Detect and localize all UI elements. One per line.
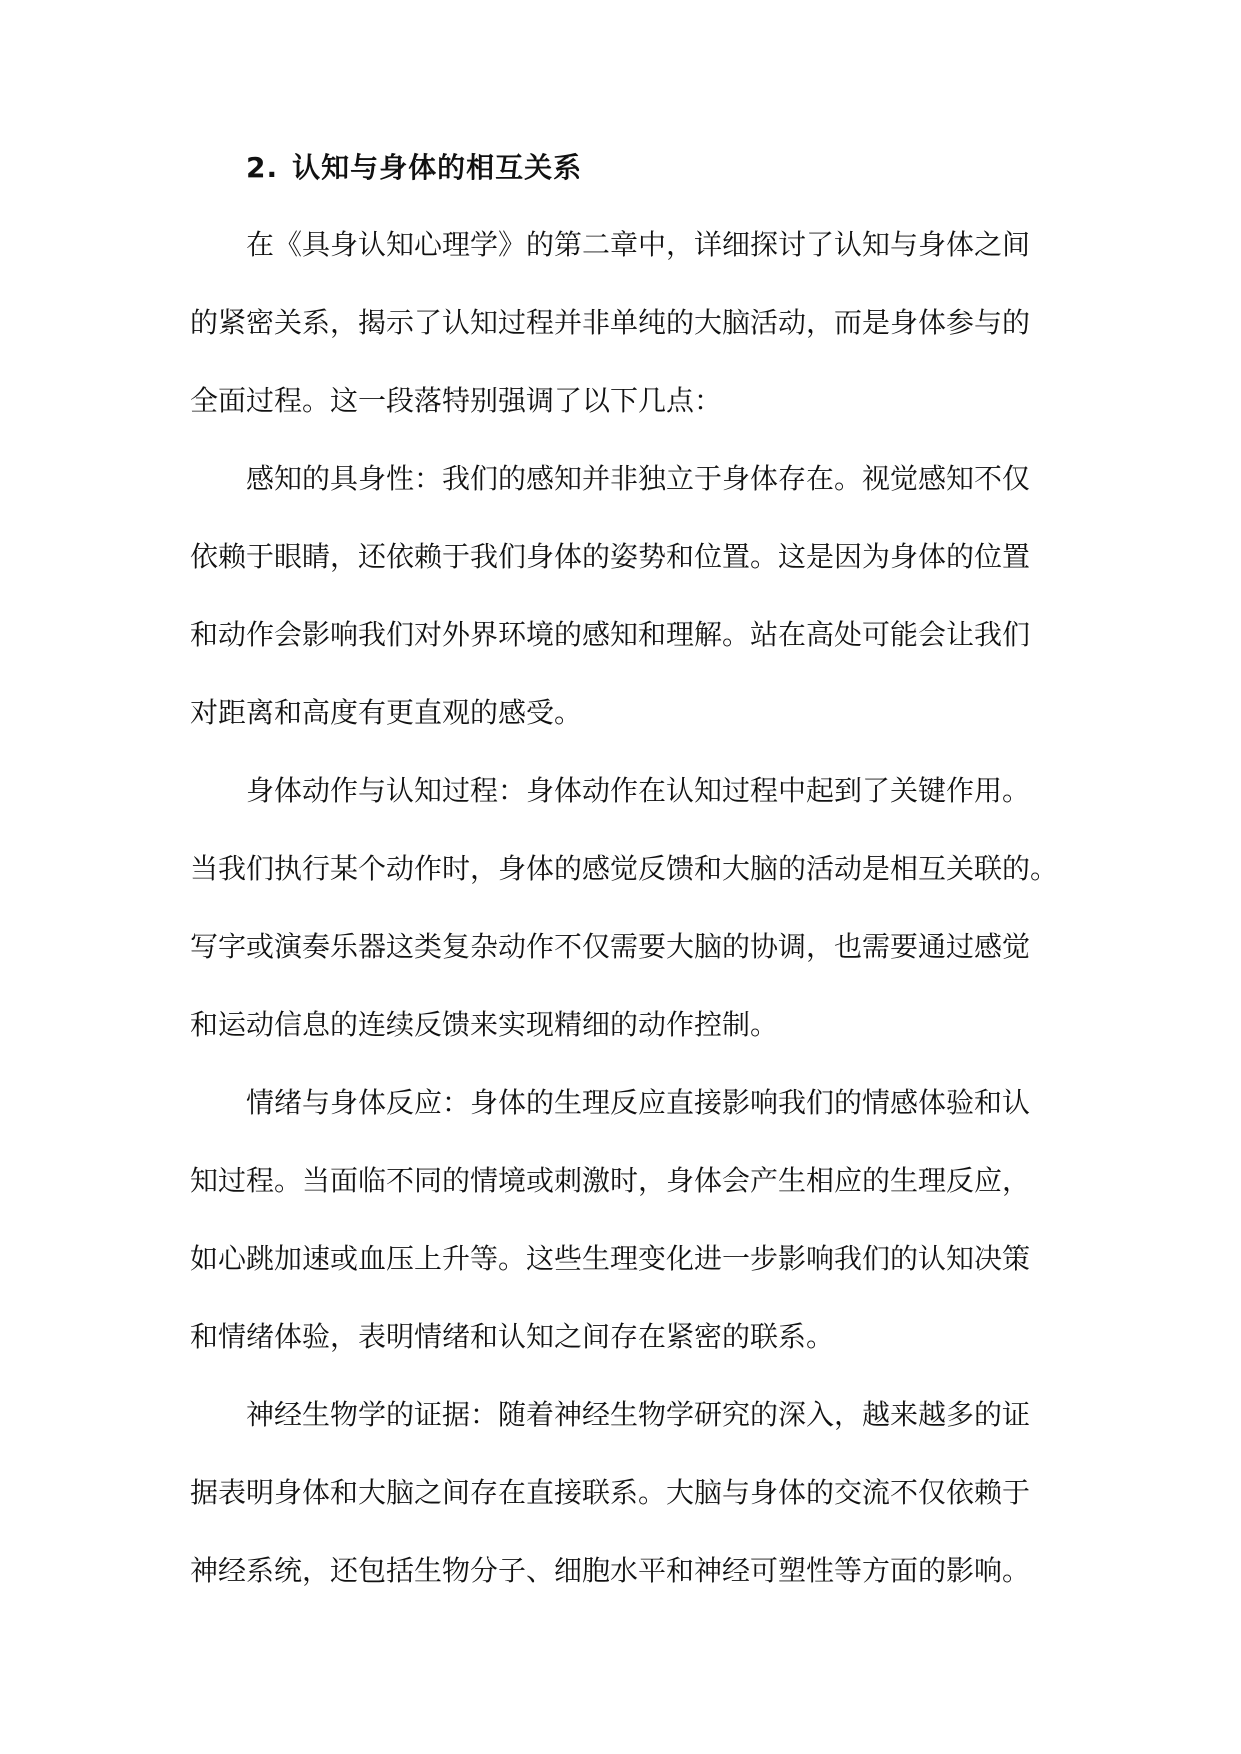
section-number: 2.	[246, 151, 279, 184]
paragraph-line: 当我们执行某个动作时，身体的感觉反馈和大脑的活动是相互关联的。	[190, 852, 1059, 885]
paragraph-line: 和运动信息的连续反馈来实现精细的动作控制。	[190, 1008, 779, 1041]
paragraph-line: 感知的具身性：我们的感知并非独立于身体存在。视觉感知不仅	[246, 462, 1031, 495]
paragraph-line: 依赖于眼睛，还依赖于我们身体的姿势和位置。这是因为身体的位置	[190, 540, 1031, 573]
section-heading	[246, 148, 582, 188]
body-text	[190, 220, 1060, 1624]
paragraph-action	[190, 766, 1060, 1078]
paragraph-line: 神经生物学的证据：随着神经生物学研究的深入，越来越多的证	[246, 1398, 1031, 1431]
paragraph-line: 和动作会影响我们对外界环境的感知和理解。站在高处可能会让我们	[190, 618, 1031, 651]
section-title: 认知与身体的相互关系	[292, 151, 583, 184]
paragraph-line: 情绪与身体反应：身体的生理反应直接影响我们的情感体验和认	[246, 1086, 1031, 1119]
paragraph-line: 全面过程。这一段落特别强调了以下几点：	[190, 384, 723, 417]
paragraph-intro	[190, 220, 1060, 454]
paragraph-line: 的紧密关系，揭示了认知过程并非单纯的大脑活动，而是身体参与的	[190, 306, 1031, 339]
paragraph-line: 身体动作与认知过程：身体动作在认知过程中起到了关键作用。	[246, 774, 1031, 807]
paragraph-perception	[190, 454, 1060, 766]
paragraph-line: 对距离和高度有更直观的感受。	[190, 696, 583, 729]
paragraph-line: 如心跳加速或血压上升等。这些生理变化进一步影响我们的认知决策	[190, 1242, 1031, 1275]
paragraph-neuro	[190, 1390, 1060, 1624]
paragraph-line: 和情绪体验，表明情绪和认知之间存在紧密的联系。	[190, 1320, 835, 1353]
paragraph-line: 知过程。当面临不同的情境或刺激时，身体会产生相应的生理反应，	[190, 1164, 1031, 1197]
paragraph-line: 神经系统，还包括生物分子、细胞水平和神经可塑性等方面的影响。	[190, 1554, 1031, 1587]
paragraph-line: 据表明身体和大脑之间存在直接联系。大脑与身体的交流不仅依赖于	[190, 1476, 1031, 1509]
paragraph-line: 在《具身认知心理学》的第二章中，详细探讨了认知与身体之间	[246, 228, 1031, 261]
paragraph-emotion	[190, 1078, 1060, 1390]
paragraph-line: 写字或演奏乐器这类复杂动作不仅需要大脑的协调，也需要通过感觉	[190, 930, 1031, 963]
